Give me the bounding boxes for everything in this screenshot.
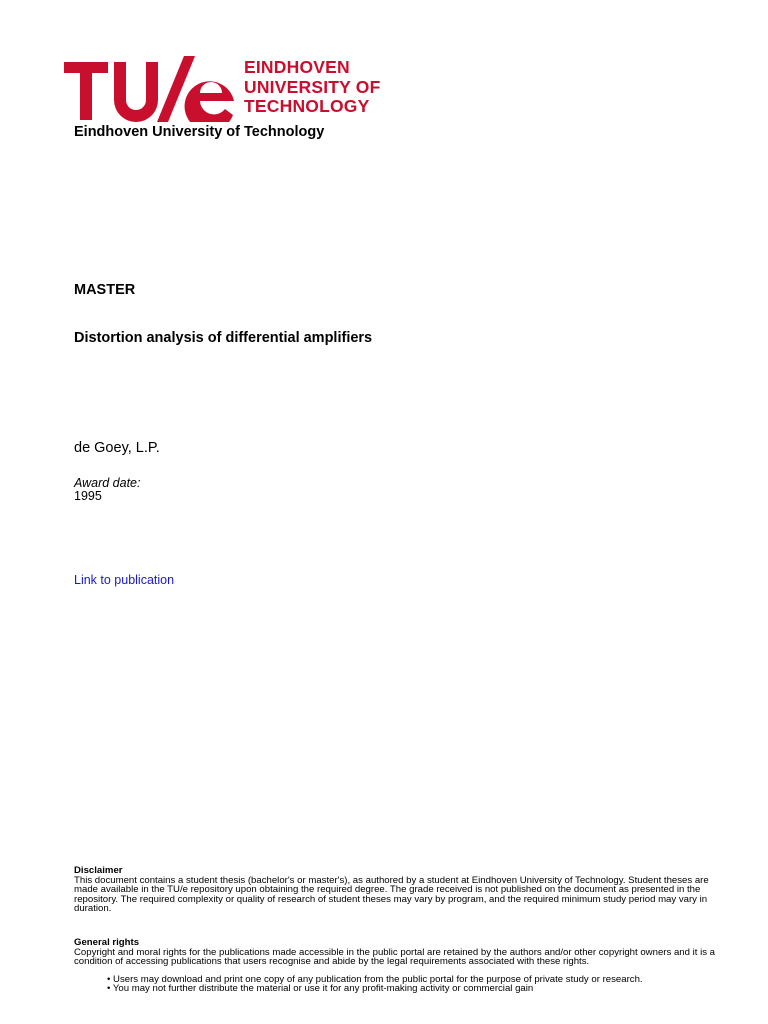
institution-name: Eindhoven University of Technology [74,124,325,140]
tue-logo-wordmark [244,58,380,117]
author-name: de Goey, L.P. [74,440,160,456]
tue-logo [64,56,384,126]
thesis-title: Distortion analysis of differential amplifiers [74,330,373,346]
disclaimer-section [74,866,724,914]
logo-line-1: EINDHOVEN [244,57,350,77]
degree-type: MASTER [74,282,136,298]
publication-link[interactable]: Link to publication [74,573,175,587]
disclaimer-heading: Disclaimer [74,865,123,876]
rights-list [74,975,724,994]
logo-line-3: TECHNOLOGY [244,96,370,116]
logo-line-2: UNIVERSITY OF [244,76,381,97]
general-rights-heading: General rights [74,937,140,948]
disclaimer-text: This document contains a student thesis (bachelor's or master's), as authored by a student at Eindhoven University of Technology. Student theses are made available in the TU/e repository upon obtaining the required degree. The grade received is not published on the document as presented in the repository. The required complexity or quality of research of student theses may vary by program, and the required minimum study period may vary in duration. [74,874,709,915]
award-date-label: Award date: [74,476,141,490]
general-rights-text: Copyright and moral rights for the publications made accessible in the public portal are retained by the authors and/or other copyright owners and it is a condition of accessing publications that users recognise and abide by the legal requirements associated with these rights. [74,946,716,968]
tue-logo-mark [64,56,234,122]
rights-bullet-2: • You may not further distribute the material or use it for any profit-making activity or commercial gain [107,984,724,994]
award-date-value: 1995 [74,489,102,503]
general-rights-section [74,938,724,994]
rights-bullet-1: • Users may download and print one copy of any publication from the public portal for the purpose of private study or research. [107,975,724,985]
